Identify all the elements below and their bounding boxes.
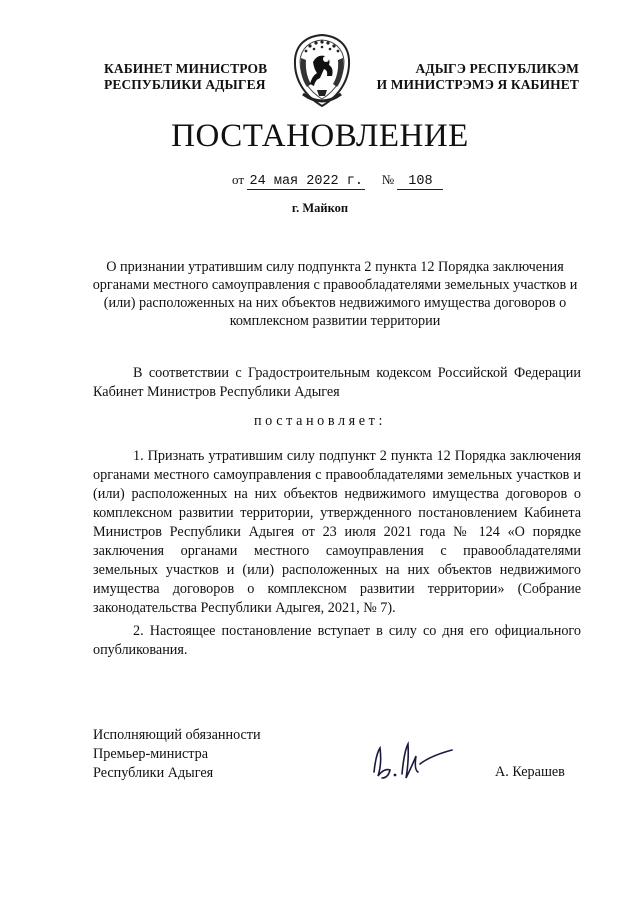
handwritten-signature — [368, 734, 458, 786]
document-number: 108 — [397, 175, 443, 190]
header-right-line-1: АДЫГЭ РЕСПУБЛИКЭМ — [415, 61, 579, 76]
resolution-item-2: 2. Настоящее постановление вступает в силу со дня его официального опубликования. — [93, 623, 581, 658]
adygea-coat-of-arms-icon — [287, 32, 357, 112]
resolution-item-1: 1. Признать утратившим силу подпункт 2 пункта 12 Порядка заключения органами местного самоуправления с правообладателями земельных участков и (или) расположенных на них объектов недвижимого имущества договоров о комплексном развитии территории, утвержденного постановлением Кабинета Министров Республики Адыгея от 23 июля 2021 года № 124 «О порядке заключения органами местного самоуправления с правообладателями земельных участков и (или) расположенных на них объектов недвижимого имущества договоров о комплексном развитии территории» (Собрание законодательства Республики Адыгея, 2021, № 7). — [93, 448, 581, 616]
city-label: г. Майкоп — [291, 201, 349, 215]
document-title: ПОСТАНОВЛЕНИЕ — [171, 118, 469, 154]
header-left-line-1: КАБИНЕТ МИНИСТРОВ — [104, 61, 268, 76]
signatory-position-line-2: Премьер-министра — [93, 746, 209, 762]
date-number-line — [232, 172, 443, 190]
header-right — [373, 61, 579, 93]
header-right-line-2: И МИНИСТРЭМЭ Я КАБИНЕТ — [376, 77, 579, 92]
number-sign: № — [381, 172, 395, 187]
preamble-paragraph: В соответствии с Градостроительным кодексом Российской Федерации Кабинет Министров Республики Адыгея — [93, 365, 581, 400]
signatory-position — [93, 726, 261, 783]
document-subject: О признании утратившим силу подпункта 2 пункта 12 Порядка заключения органами местного самоуправления с правообладателями земельных участков и (или) расположенных на них объектов недвижимого имущества договоров о комплексном развитии территории — [92, 259, 578, 329]
signatory-name: А. Керашев — [495, 764, 565, 780]
header-left-line-2: РЕСПУБЛИКИ АДЫГЕЯ — [104, 77, 266, 92]
document-date: 24 мая 2022 г. — [247, 175, 365, 190]
resolves-heading: постановляет: — [253, 413, 387, 429]
header-left — [104, 61, 267, 93]
signatory-position-line-1: Исполняющий обязанности — [93, 727, 261, 743]
date-prefix: от — [232, 172, 245, 187]
signatory-position-line-3: Республики Адыгея — [93, 765, 214, 781]
